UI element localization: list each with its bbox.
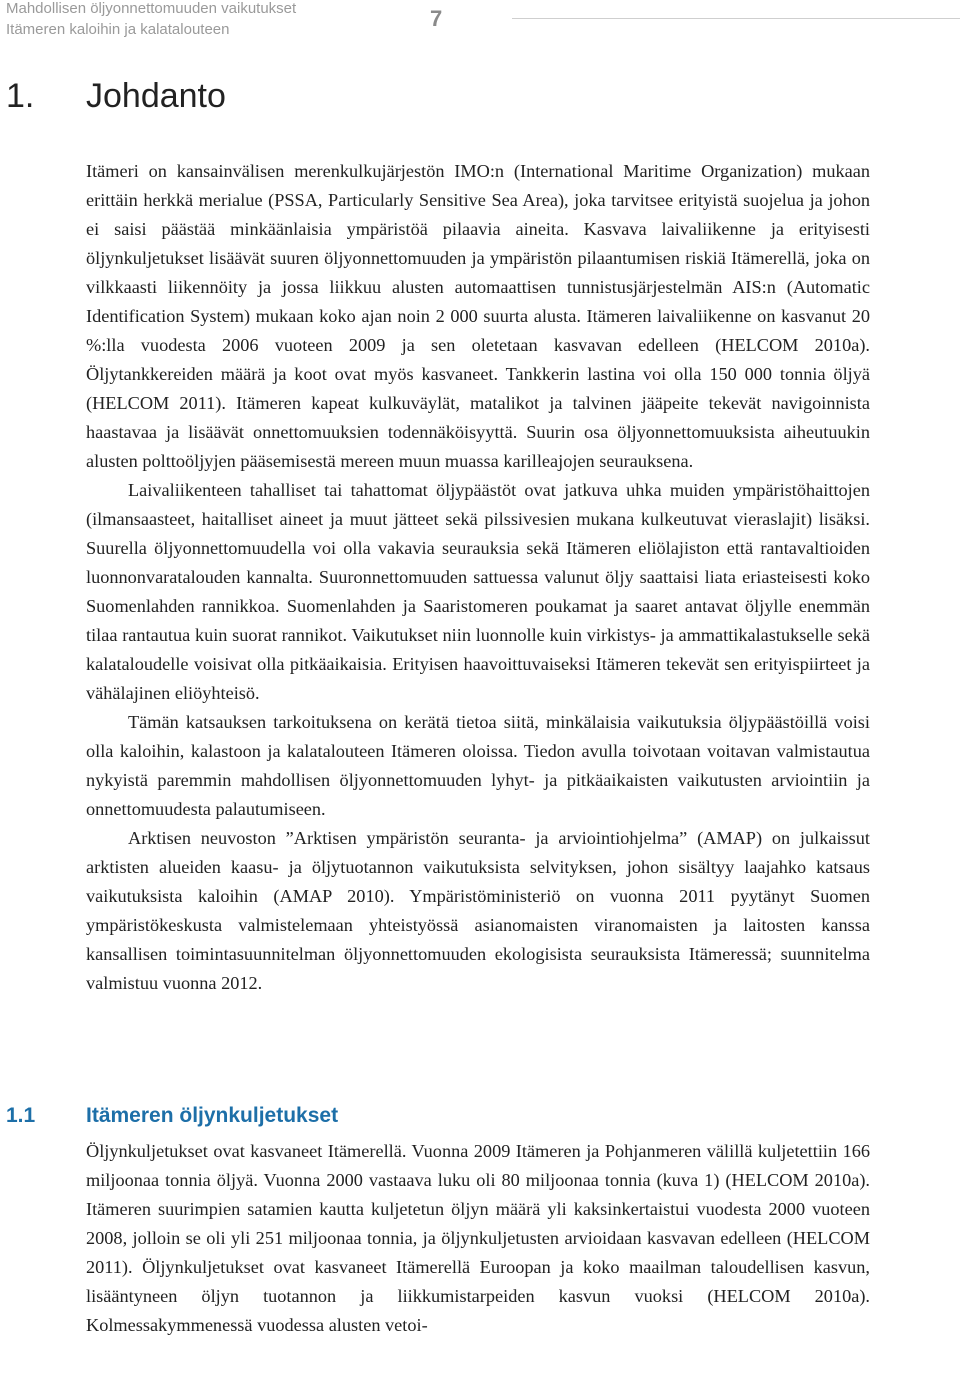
paragraph-1: Itämeri on kansainvälisen merenkulkujärjestön IMO:n (International Maritime Organization) mukaan erittäin herkkä merialue (PSSA, Particularly Sensitive Sea Area), joka tarvitsee erityistä suojelua ja johon ei saisi päästää minkäänlaisia ympäristöä pilaavia aineita. Kasvava laivaliikenne ja erityisesti öljynkuljetukset lisäävät suuren öljyonnettomuuden ja ympäristön pilaantumisen riskiä Itämerellä, joka on vilkkaasti liikennöity ja jossa liikkuu alusten automaattisen tunnistusjärjestelmän AIS:n (Automatic Identification System) mukaan koko ajan noin 2 000 suurta alusta. Itämeren laivaliikenne on kasvanut 20 %:lla vuodesta 2006 vuoteen 2009 ja sen oletetaan kasvavan edelleen (HELCOM 2010a). Öljytankkereiden määrä ja koot ovat myös kasvaneet. Tankkerin lastina voi olla 150 000 tonnia öljyä (HELCOM 2011). Itämeren kapeat kulkuväylät, matalikot ja talvinen jääpeite tekevät navigoinnista haastavaa ja lisäävät onnettomuuksien todennäköisyyttä. Suurin osa öljyonnettomuuksista aiheutuukin alusten polttoöljyjen pääsemisestä mereen muun muassa karilleajojen seurauksena. [86,161,870,471]
page-number: 7 [430,6,443,31]
running-title-line1: Mahdollisen öljyonnettomuuden vaikutukset [6,0,297,17]
chapter-number: 1. [6,77,35,115]
section-number: 1.1 [6,1104,36,1127]
chapter-body [86,157,870,998]
running-header [6,0,296,40]
paragraph-2: Laivaliikenteen tahalliset tai tahattomat öljypäästöt ovat jatkuva uhka muiden ympäristöhaittojen (ilmansaasteet, haitalliset aineet ja muut jätteet sekä pilssivesien mukana kulkeutuvat vieraslajit) lisäksi. Suurella öljyonnettomuudella voi olla vakavia seurauksia sekä Itämeren eliölajiston että rantavaltioiden luonnonvaratalouden kannalta. Suuronnettomuuden sattuessa valunut öljy saattaisi liata eriasteisesti koko Suomenlahden rannikkoa. Suomenlahden ja Saaristomeren poukamat ja saaret antavat öljylle enemmän tilaa rantautua kuin suorat rannikot. Vaikutukset niin luonnolle kuin virkistys- ja ammattikalastukselle sekä kalataloudelle voisivat olla pitkäaikaisia. Erityisen haavoittuvaiseksi Itämeren tekevät sen erityispiirteet ja vähälajinen eliöyhteisö. [86,480,870,703]
chapter-title: Johdanto [86,77,226,115]
section-title: Itämeren öljynkuljetukset [86,1104,339,1127]
section-heading [6,1096,338,1136]
paragraph-4: Arktisen neuvoston ”Arktisen ympäristön seuranta- ja arviointiohjelma” (AMAP) on julkaissut arktisten alueiden kaasu- ja öljytuotannon vaikutuksista selvityksen, johon sisältyy laajahko katsaus vaikutuksista kaloihin (AMAP 2010). Ympäristöministeriö on vuonna 2011 pyytänyt Suomen ympäristökeskusta valmistelemaan yhteistyössä asianomaisten viranomaisten ja laitosten kanssa kansallisen toimintasuunnitelman öljyonnettomuuden ekologisista seurauksista Itämeressä; suunnitelma valmistuu vuonna 2012. [86,828,870,993]
section-body [86,1137,870,1340]
section-paragraph-1: Öljynkuljetukset ovat kasvaneet Itämerellä. Vuonna 2009 Itämeren ja Pohjanmeren välillä kuljetettiin 166 miljoonaa tonnia öljyä. Vuonna 2000 vastaava luku oli 80 miljoonaa tonnia (kuva 1) (HELCOM 2010a). Itämeren suurimpien satamien kautta kuljetetun öljyn määrä yli kaksinkertaistui vuodesta 2000 vuoteen 2008, jolloin se oli yli 251 miljoonaa tonnia, ja öljynkuljetusten arvioidaan kasvavan edelleen (HELCOM 2011). Öljynkuljetukset ovat kasvaneet Itämerellä Euroopan ja koko maailman taloudellisen kasvun, lisääntyneen öljyn tuotannon ja liikkumistarpeiden kasvun vuoksi (HELCOM 2010a). Kolmessakymmenessä vuodessa alusten vetoi- [86,1141,870,1335]
header-rule [512,18,960,19]
chapter-heading [6,66,226,126]
running-title-line2: Itämeren kaloihin ja kalatalouteen [6,21,230,38]
paragraph-3: Tämän katsauksen tarkoituksena on kerätä tietoa siitä, minkälaisia vaikutuksia öljypäästöillä voisi olla kaloihin, kalastoon ja kalatalouteen Itämeren oloissa. Tiedon avulla toivotaan voitavan valmistautua nykyistä paremmin mahdollisen öljyonnettomuuden lyhyt- ja pitkäaikaisten vaikutusten arviointiin ja onnettomuudesta palautumiseen. [86,712,870,819]
